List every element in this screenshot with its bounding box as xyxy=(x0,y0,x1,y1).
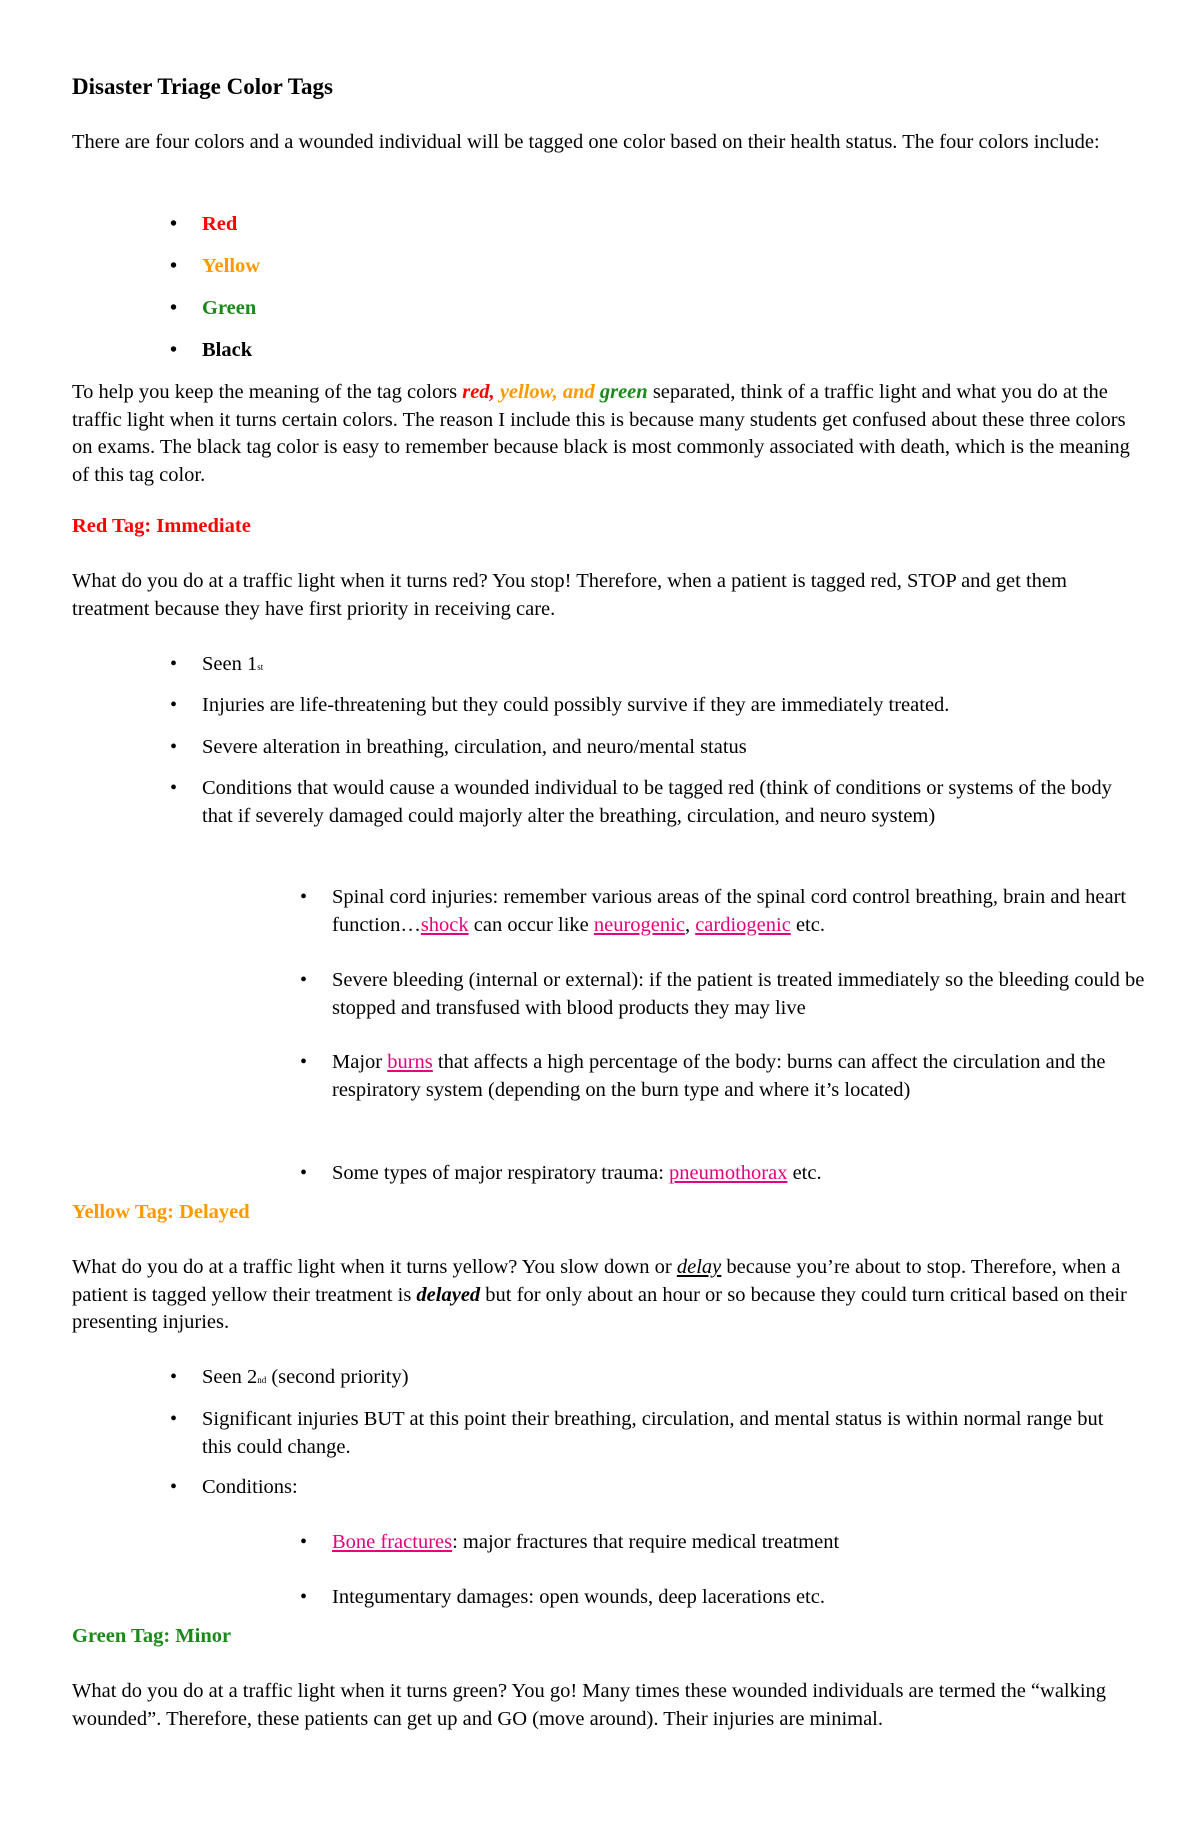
neurogenic-link[interactable]: neurogenic xyxy=(593,913,685,936)
bleeding-item: • Severe bleeding (internal or external): if the patient is treated immediately so the bleeding could be stopped and transfused with blood products they may live xyxy=(300,969,1145,1019)
shock-link[interactable]: shock xyxy=(420,913,469,936)
page-title: Disaster Triage Color Tags xyxy=(72,74,333,99)
burns-item: • Major burns that affects a high percentage of the body: burns can affect the circulation and the respiratory system (depending on the burn type and where it’s located) xyxy=(300,1051,1106,1101)
pneumothorax-link[interactable]: pneumothorax xyxy=(669,1162,788,1184)
red-alteration-item: • Severe alteration in breathing, circulation, and neuro/mental status xyxy=(170,736,747,758)
color-item-yellow: • Yellow xyxy=(170,255,261,277)
green-tag-heading: Green Tag: Minor xyxy=(72,1625,232,1647)
yellow-tag-paragraph: What do you do at a traffic light when it turns yellow? You slow down or delay because you’re about to stop. Therefore, when a patient is tagged yellow their treatment is delayed but for only about an hour or so because they could turn critical based on their presenting injuries. xyxy=(72,1256,1127,1333)
red-tag-heading: Red Tag: Immediate xyxy=(72,515,251,537)
yellow-tag-heading: Yellow Tag: Delayed xyxy=(72,1201,250,1223)
red-conditions-item: • Conditions that would cause a wounded individual to be tagged red (think of conditions or systems of the body that if severely damaged could majorly alter the breathing, circulation, and neuro system) xyxy=(170,777,1112,827)
yellow-seen-item: • Seen 2nd (second priority) xyxy=(170,1366,409,1388)
red-life-threatening-item: • Injuries are life-threatening but they could possibly survive if they are immediately treated. xyxy=(170,694,950,716)
red-tag-paragraph: What do you do at a traffic light when it turns red? You stop! Therefore, when a patient is tagged red, STOP and get them treatment because they have first priority in receiving care. xyxy=(72,570,1067,620)
green-tag-paragraph: What do you do at a traffic light when it turns green? You go! Many times these wounded individuals are termed the “walking wounded”. Therefore, these patients can get up and GO (move around). Their injuries are minimal. xyxy=(72,1680,1107,1730)
bone-fractures-item: • Bone fractures: major fractures that require medical treatment xyxy=(300,1531,840,1553)
respiratory-item: • Some types of major respiratory trauma: pneumothorax etc. xyxy=(300,1162,822,1184)
color-item-green: • Green xyxy=(170,297,257,319)
burns-link[interactable]: burns xyxy=(387,1051,433,1073)
bone-fractures-link[interactable]: Bone fractures xyxy=(332,1531,453,1553)
cardiogenic-link[interactable]: cardiogenic xyxy=(695,913,791,936)
yellow-conditions-item: • Conditions: xyxy=(170,1476,298,1498)
integumentary-item: • Integumentary damages: open wounds, deep lacerations etc. xyxy=(300,1586,825,1608)
spinal-cord-item: • Spinal cord injuries: remember various areas of the spinal cord control breathing, brain and heart function…shock can occur like neurogenic, cardiogenic etc. xyxy=(300,886,1127,936)
tip-paragraph: To help you keep the meaning of the tag colors red, yellow, and green separated, think of a traffic light and what you do at the traffic light when it turns certain colors. The reason I include this is because many students get confused about these three colors on exams. The black tag color is easy to remember because black is most commonly associated with death, which is the meaning of this tag color. xyxy=(72,381,1130,486)
yellow-significant-item: • Significant injuries BUT at this point their breathing, circulation, and mental status is within normal range but this could change. xyxy=(170,1408,1104,1458)
intro-paragraph: There are four colors and a wounded individual will be tagged one color based on their health status. The four colors include: xyxy=(72,131,1100,153)
red-seen-item: • Seen 1st xyxy=(170,653,264,675)
color-item-black: • Black xyxy=(170,339,253,361)
color-item-red: • Red xyxy=(170,213,238,235)
